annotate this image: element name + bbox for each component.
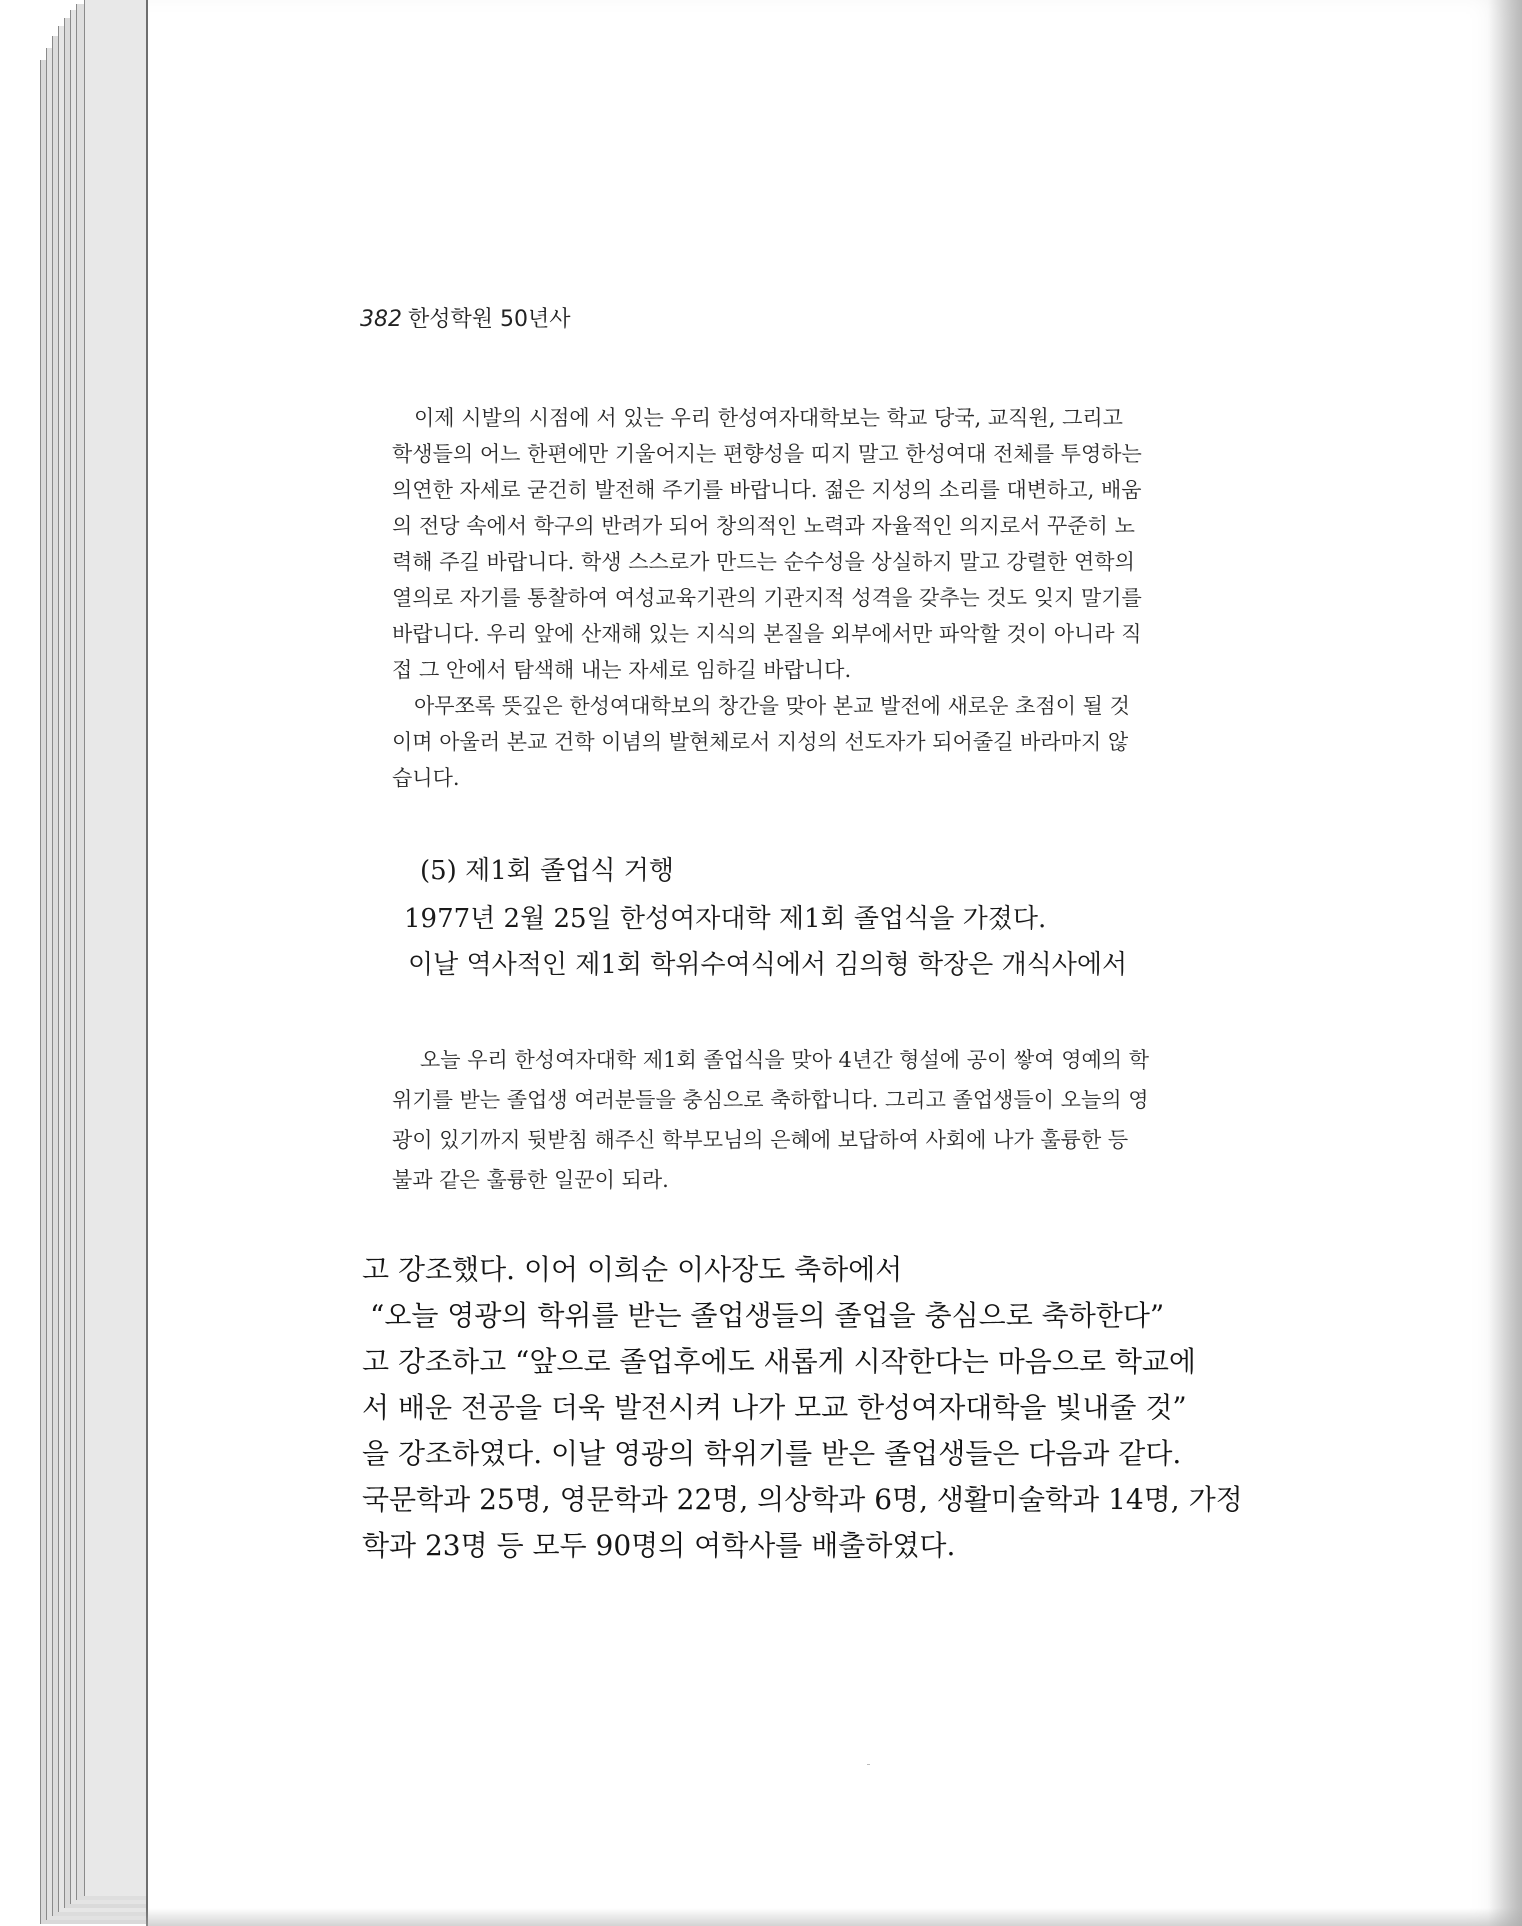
quote-line: 습니다.	[392, 766, 460, 790]
quote-line: 아무쪼록 뜻깊은 한성여대학보의 창간을 맞아 본교 발전에 새로운 초점이 될 것	[414, 694, 1130, 718]
quote-block-speech	[392, 1044, 1292, 1194]
quote-line: 의 전당 속에서 학구의 반려가 되어 창의적인 노력과 자율적인 의지로서 꾸준히 노	[392, 514, 1135, 538]
page-number: 382	[360, 307, 402, 332]
body-line: “오늘 영광의 학위를 받는 졸업생들의 졸업을 충심으로 축하한다”	[370, 1299, 1165, 1332]
quote-line: 광이 있기까지 뒷받침 해주신 학부모님의 은혜에 보답하여 사회에 나가 훌륭한 등	[392, 1128, 1129, 1152]
body-line: 고 강조하고 “앞으로 졸업후에도 새롭게 시작한다는 마음으로 학교에	[362, 1345, 1196, 1378]
quote-line: 접 그 안에서 탐색해 내는 자세로 임하길 바랍니다.	[392, 658, 852, 682]
book-page-edges	[40, 0, 148, 1926]
running-header	[360, 302, 571, 333]
quote-line: 불과 같은 훌륭한 일꾼이 되라.	[392, 1168, 669, 1192]
body-line: 학과 23명 등 모두 90명의 여학사를 배출하였다.	[362, 1529, 956, 1562]
section-line: 1977년 2월 25일 한성여자대학 제1회 졸업식을 가졌다.	[404, 904, 1047, 934]
section-heading: (5) 제1회 졸업식 거행	[420, 856, 674, 886]
quote-line: 학생들의 어느 한편에만 기울어지는 편향성을 띠지 말고 한성여대 전체를 투영하는	[392, 442, 1142, 466]
quote-line: 오늘 우리 한성여자대학 제1회 졸업식을 맞아 4년간 형설에 공이 쌓여 영예의 학	[420, 1048, 1150, 1072]
quote-line: 의연한 자세로 굳건히 발전해 주기를 바랍니다. 젊은 지성의 소리를 대변하고, 배움	[392, 478, 1142, 502]
body-line: 서 배운 전공을 더욱 발전시켜 나가 모교 한성여자대학을 빛내줄 것”	[362, 1391, 1187, 1424]
quote-line: 위기를 받는 졸업생 여러분들을 충심으로 축하합니다. 그리고 졸업생들이 오늘의 영	[392, 1088, 1149, 1112]
quote-line: 력해 주길 바랍니다. 학생 스스로가 만드는 순수성을 상실하지 말고 강렬한 연학의	[392, 550, 1135, 574]
quote-line: 이며 아울러 본교 건학 이념의 발현체로서 지성의 선도자가 되어줄길 바라마지 않	[392, 730, 1129, 754]
quote-line: 이제 시발의 시점에 서 있는 우리 한성여자대학보는 학교 당국, 교직원, 그리고	[414, 406, 1123, 430]
page-right-shadow	[1488, 0, 1522, 1926]
quote-line: 열의로 자기를 통찰하여 여성교육기관의 기관지적 성격을 갖추는 것도 잊지 말기를	[392, 586, 1142, 610]
body-line: 을 강조하였다. 이날 영광의 학위기를 받은 졸업생들은 다음과 같다.	[362, 1437, 1182, 1470]
body-line: 국문학과 25명, 영문학과 22명, 의상학과 6명, 생활미술학과 14명, 가정	[362, 1483, 1243, 1516]
book-title: 한성학원 50년사	[408, 307, 571, 332]
scan-speck	[867, 1764, 870, 1765]
section-line: 이날 역사적인 제1회 학위수여식에서 김의형 학장은 개식사에서	[408, 950, 1128, 980]
quote-line: 바랍니다. 우리 앞에 산재해 있는 지식의 본질을 외부에서만 파악할 것이 아니라 직	[392, 622, 1142, 646]
body-line: 고 강조했다. 이어 이희순 이사장도 축하에서	[362, 1253, 903, 1286]
quote-block-newspaper	[392, 402, 1292, 802]
page-bottom-shadow	[146, 1908, 1522, 1926]
body-text	[362, 1248, 1302, 1578]
